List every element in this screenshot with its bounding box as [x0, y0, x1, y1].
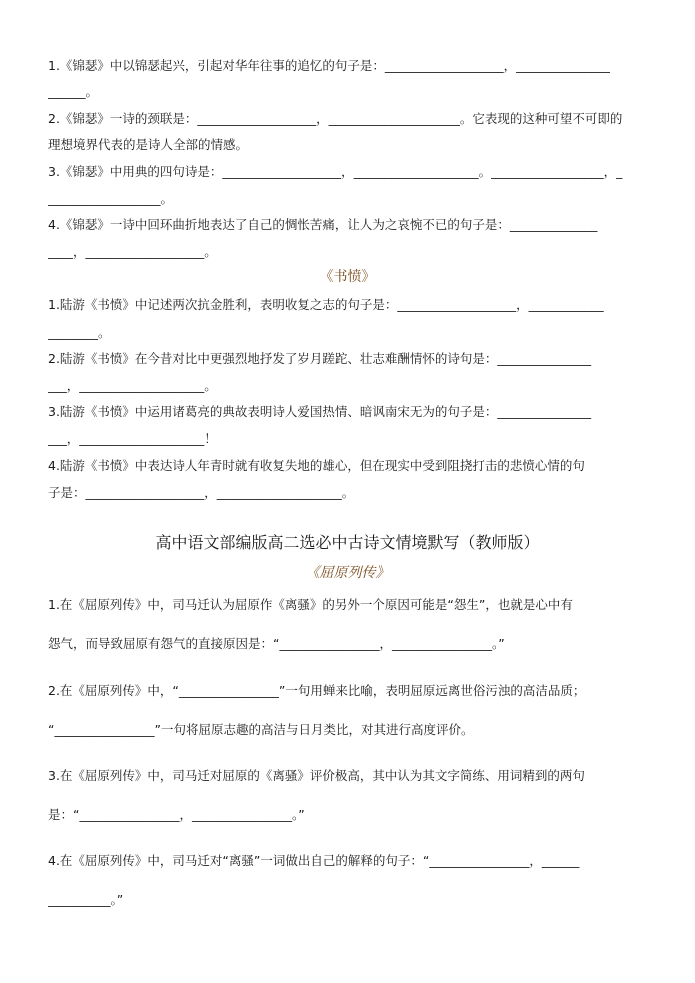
section-title-shufen: 《书愤》 — [319, 269, 376, 285]
shufen-question-3-line-2: ___，____________________！ — [48, 431, 217, 446]
shufen-question-4-line-2: 子是：___________________，____________________。 — [48, 485, 355, 500]
quyuan-question-3-line-1: 3.在《屈原列传》中，司马迁对屈原的《离骚》评价极高，其中认为其文字简练、用词精到的两句 — [48, 768, 585, 783]
shufen-question-1-line-2: ________。 — [48, 325, 111, 340]
quyuan-question-3-line-2: 是：“________________，________________。” — [48, 807, 305, 822]
quyuan-question-2-line-2: “________________”一句将屈原志趣的高洁与日月类比，对其进行高度评价。 — [48, 722, 474, 737]
jinse-question-4-line-1: 4.《锦瑟》一诗中回环曲折地表达了自己的惆怅苦痛，让人为之哀惋不已的句子是：______________ — [48, 217, 598, 232]
shufen-question-2-line-2: ___，____________________。 — [48, 378, 217, 393]
jinse-question-4-line-2: ____，___________________。 — [48, 244, 217, 259]
quyuan-question-4-line-2: __________。” — [48, 892, 124, 907]
document-title: 高中语文部编版高二选必中古诗文情境默写（教师版） — [155, 533, 540, 552]
shufen-question-2-line-1: 2.陆游《书愤》在今昔对比中更强烈地抒发了岁月蹉跎、壮志难酬情怀的诗句是：_______________ — [48, 351, 592, 366]
quyuan-question-1-line-1: 1.在《屈原列传》中，司马迁认为屈原作《离骚》的另外一个原因可能是“怨生”，也就是心中有 — [48, 597, 573, 612]
quyuan-question-2-line-1: 2.在《屈原列传》中，“________________”一句用蝉来比喻，表明屈原远离世俗污浊的高洁品质； — [48, 683, 586, 698]
jinse-question-3-line-2: __________________。 — [48, 191, 174, 206]
shufen-question-3-line-1: 3.陆游《书愤》中运用诸葛亮的典故表明诗人爱国热情、暗讽南宋无为的句子是：_______________ — [48, 404, 592, 419]
jinse-question-2-line-2: 理想境界代表的是诗人全部的情感。 — [48, 137, 249, 152]
quyuan-question-1-line-2: 怨气，而导致屈原有怨气的直接原因是：“________________，________________。” — [48, 636, 505, 651]
jinse-question-1-line-2: ______。 — [48, 84, 99, 99]
quyuan-question-4-line-1: 4.在《屈原列传》中，司马迁对“离骚”一词做出自己的解释的句子：“________________，______ — [48, 853, 580, 868]
jinse-question-3-line-1: 3.《锦瑟》中用典的四句诗是：___________________，____________________。__________________，_ — [48, 164, 623, 179]
jinse-question-1-line-1: 1.《锦瑟》中以锦瑟起兴，引起对华年往事的追忆的句子是：___________________，_______________ — [48, 58, 610, 73]
shufen-question-4-line-1: 4.陆游《书愤》中表达诗人年青时就有收复失地的雄心，但在现实中受到阻挠打击的悲愤心情的句 — [48, 458, 585, 473]
shufen-question-1-line-1: 1.陆游《书愤》中记述两次抗金胜利，表明收复之志的句子是：___________________，____________ — [48, 297, 604, 312]
jinse-question-2-line-1: 2.《锦瑟》一诗的颈联是：___________________，_____________________。它表现的这种可望不可即的 — [48, 111, 623, 126]
section-title-quyuan: 《屈原列传》 — [305, 565, 390, 581]
